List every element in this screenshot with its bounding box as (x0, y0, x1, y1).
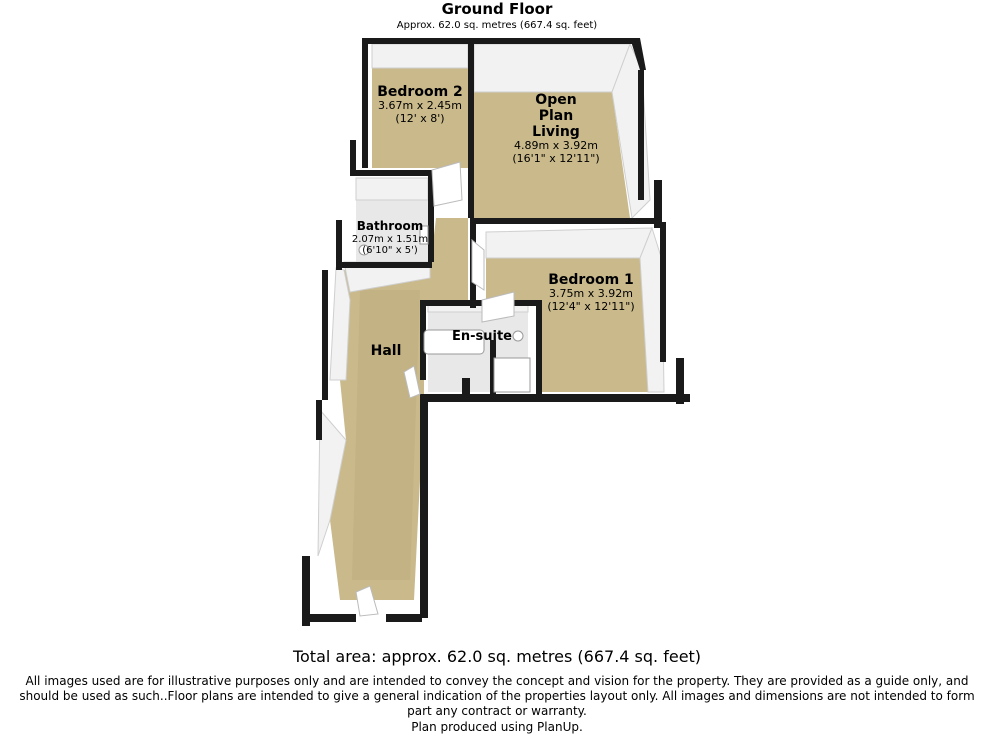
room-dimensions-metric: 4.89m x 3.92m (514, 139, 598, 153)
room-label-en-suite (444, 330, 520, 345)
room-dimensions-imperial: (12' x 8') (395, 111, 445, 125)
plan-subtitle: Approx. 62.0 sq. metres (667.4 sq. feet) (396, 20, 598, 31)
plan-title: Ground Floor (441, 0, 553, 18)
ensuite-shower (494, 358, 530, 392)
room-label-hall (362, 343, 410, 359)
room-name: Bedroom 2 (377, 84, 463, 100)
room-name-line-2: Plan (538, 108, 574, 125)
produced-by-text: Plan produced using PlanUp. (411, 720, 583, 734)
room-dimensions-imperial: (6'10" x 5') (362, 245, 418, 257)
disclaimer-text: All images used are for illustrative purposes only and are intended to convey the concept and vision for the property. They are provided as a guide only, and should be used as such..Floor plans are intended to give a general indication of the properties layout only. All images and dimensions are not intended to form part any contract or warranty. (19, 674, 975, 718)
room-label-open-plan-living (496, 92, 616, 166)
room-dimensions-imperial: (16'1" x 12'11") (512, 151, 600, 165)
room-label-bathroom (348, 220, 432, 257)
room-name: Hall (370, 343, 402, 359)
room-name-line-1: Open (535, 92, 577, 108)
room-dimensions-metric: 2.07m x 1.51m (351, 233, 429, 245)
room-dimensions-metric: 3.75m x 3.92m (549, 287, 633, 301)
room-label-bedroom-2 (368, 84, 472, 125)
room-name: Bedroom 1 (548, 272, 634, 288)
room-name: Bathroom (356, 219, 424, 233)
hall-shade (352, 290, 420, 580)
room-dimensions-imperial: (12'4" x 12'11") (547, 299, 635, 313)
room-name: En-suite (451, 329, 512, 344)
total-area: Total area: approx. 62.0 sq. metres (667.4 sq. feet) (292, 647, 702, 666)
room-name-line-3: Living (532, 124, 580, 141)
room-dimensions-metric: 3.67m x 2.45m (378, 99, 462, 113)
room-label-bedroom-1 (536, 272, 646, 313)
